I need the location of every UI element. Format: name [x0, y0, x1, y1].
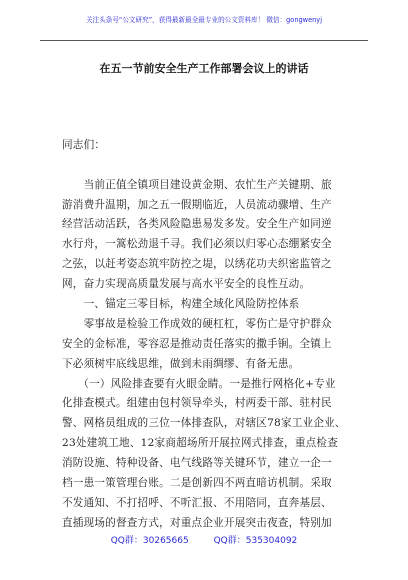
- text-line: 下必须树牢底线思维，做到未雨绸缪、有备无患。: [62, 357, 300, 370]
- text-line: 档一患一策管理台账。二是创新四不两直暗访机制。采取: [62, 477, 332, 490]
- footer-qq-group-1: QQ群：30265665: [110, 536, 189, 546]
- document-body: [62, 116, 352, 534]
- text-line: 水行舟，一篙松劲退千寻。我们必须以归零心态绷紧安全: [62, 238, 332, 251]
- text-line: 之弦，以赶考姿态筑牢防控之堤，以绣花功夫织密监管之: [62, 258, 332, 271]
- text-line: 安全的金标准，零容忍是推动责任落实的撒手锏。全镇上: [62, 337, 332, 350]
- section-heading: 一、锚定三零目标，构建全域化风险防控体系: [62, 298, 300, 311]
- text-line: 警、网格员组成的三位一体排查队，对辖区78家工业企业、: [62, 417, 346, 430]
- text-line: （一）风险排查要有火眼金睛。一是推行网格化+专业: [62, 377, 336, 390]
- salutation: 同志们：: [62, 138, 106, 151]
- text-line: 直插现场的督查方式，对重点企业开展突击夜查，特别加: [62, 516, 332, 529]
- footer-contact: [0, 533, 408, 546]
- text-line: [62, 156, 352, 176]
- text-line: 化排查模式。组建由包村领导牵头，村两委干部、驻村民: [62, 397, 332, 410]
- text-line: 23处建筑工地、12家商超场所开展拉网式排查，重点检查: [62, 437, 339, 450]
- text-line: 游消费升温期，加之五一假期临近，人员流动骤增、生产: [62, 198, 332, 211]
- text-line: 消防设施、特种设备、电气线路等关键环节，建立一企一: [62, 457, 332, 470]
- text-line: 不发通知、不打招呼、不听汇报、不用陪同，直奔基层、: [62, 496, 332, 509]
- footer-qq-group-2: QQ群：535304092: [213, 536, 298, 546]
- text-line: 经营活动活跃，各类风险隐患易发多发。安全生产如同逆: [62, 218, 332, 231]
- text-line: 当前正值全镇项目建设黄金期、农忙生产关键期、旅: [62, 178, 332, 191]
- text-line: 零事故是检验工作成效的硬杠杠，零伤亡是守护群众: [62, 317, 332, 330]
- header-promo-note: 关注头条号“公文研究”，获得最新最全最专业的公文资料库！ 微信：gongwenyj: [85, 16, 323, 24]
- text-line: 网，奋力实现高质量发展与高水平安全的良性互动。: [62, 278, 311, 291]
- text-line: [62, 116, 352, 136]
- header-divider: [40, 40, 368, 41]
- document-title: 在五一节前安全生产工作部署会议上的讲话: [99, 62, 309, 75]
